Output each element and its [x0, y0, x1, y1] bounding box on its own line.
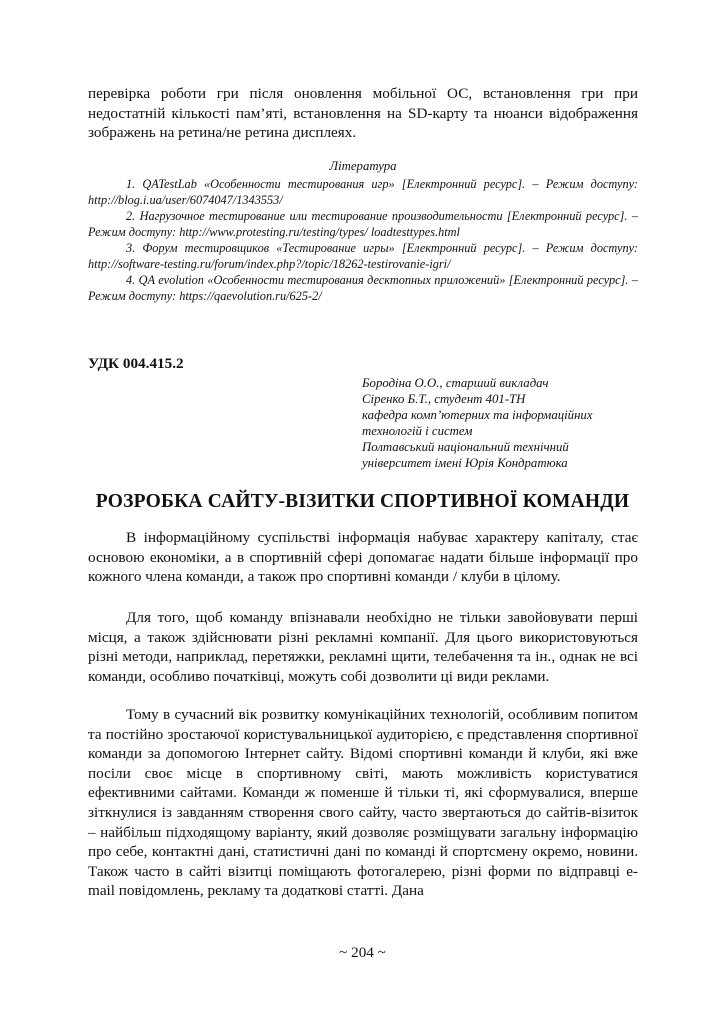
author-affiliation-line: університет імені Юрія Кондратюка [362, 456, 568, 470]
page-number: ~ 204 ~ [339, 944, 386, 961]
reference-item: 4. QA evolution «Особенности тестирования десктопных приложений» [Електронний ресурс]. – Режим доступу: https://qaevolution.ru/625-2/ [88, 273, 638, 303]
body-paragraph: В інформаційному суспільстві інформація набуває характеру капіталу, стає основою економіки, а в спортивній сфері допомагає надати більше інформації про кожного члена команди, а також про спортивні команди / клуби в цілому. [88, 529, 638, 586]
reference-item: 1. QATestLab «Особенности тестирования игр» [Електронний ресурс]. – Режим доступу: http://blog.i.ua/user/6074047/1343553/ [88, 177, 638, 207]
body-paragraph: Тому в сучасний вік розвитку комунікаційних технологій, особливим попитом та постійно зростаючої користувальницької аудиторією, є представлення спортивної команди за допомогою Інтернет сайту. Відомі спортивні команди й клуби, які вже посіли своє місце в спортивному світі, мають можливість користуватися ефективними сайтами. Команди ж поменше й тільки ті, які сформувалися, вперше зіткнулися із завданням створення свого сайту, часто звертаються до сайтів-візиток – найбільш підходящому варіанту, який дозволяє розміщувати загальну інформацію про себе, контактні дані, статистичні дані по команді й спортсмену окремо, новини. Також часто в сайті візитці поміщають фотогалерею, різні форми по відправці e-mail повідомлень, рекламу та додаткові статті. Дана [88, 706, 638, 900]
article-title: РОЗРОБКА САЙТУ-ВІЗИТКИ СПОРТИВНОЇ КОМАНДИ [95, 491, 630, 512]
author-line: Бородіна О.О., старший викладач [362, 376, 549, 390]
intro-paragraph: перевірка роботи гри після оновлення мобільної ОС, встановлення гри при недостатній кількості пам’яті, встановлення на SD-карту та нюанси відображення зображень на ретина/не ретина дисплеях. [88, 85, 638, 142]
references-list [88, 176, 638, 304]
reference-item: 2. Нагрузочное тестирование или тестирование производительности [Електронний ресурс]. – Режим доступу: http://www.protesting.ru/testing/types/ loadtesttypes.html [88, 209, 638, 239]
body-paragraph: Для того, щоб команду впізнавали необхідно не тільки завойовувати перші місця, а також здійснювати різні рекламні компанії. Для цього використовуються різні методи, наприклад, перетяжки, рекламні щити, телебачення та ін., однак не всі команди, особливо початківці, можуть собі дозволити ці види реклами. [88, 609, 638, 685]
author-affiliation-line: Полтавський національний технічний [362, 440, 569, 454]
author-line: Сіренко Б.Т., студент 401-ТН [362, 392, 526, 406]
reference-item: 3. Форум тестировщиков «Тестирование игры» [Електронний ресурс]. – Режим доступу: http://software-testing.ru/forum/index.php?/topic/18262-testirovanie-igri/ [88, 241, 638, 271]
author-affiliation-line: кафедра комп’ютерних та інформаційних [362, 408, 593, 422]
author-affiliation-line: технологій і систем [362, 424, 473, 438]
udc-code: УДК 004.415.2 [88, 355, 184, 372]
references-title: Література [329, 159, 397, 173]
author-block [362, 375, 652, 471]
